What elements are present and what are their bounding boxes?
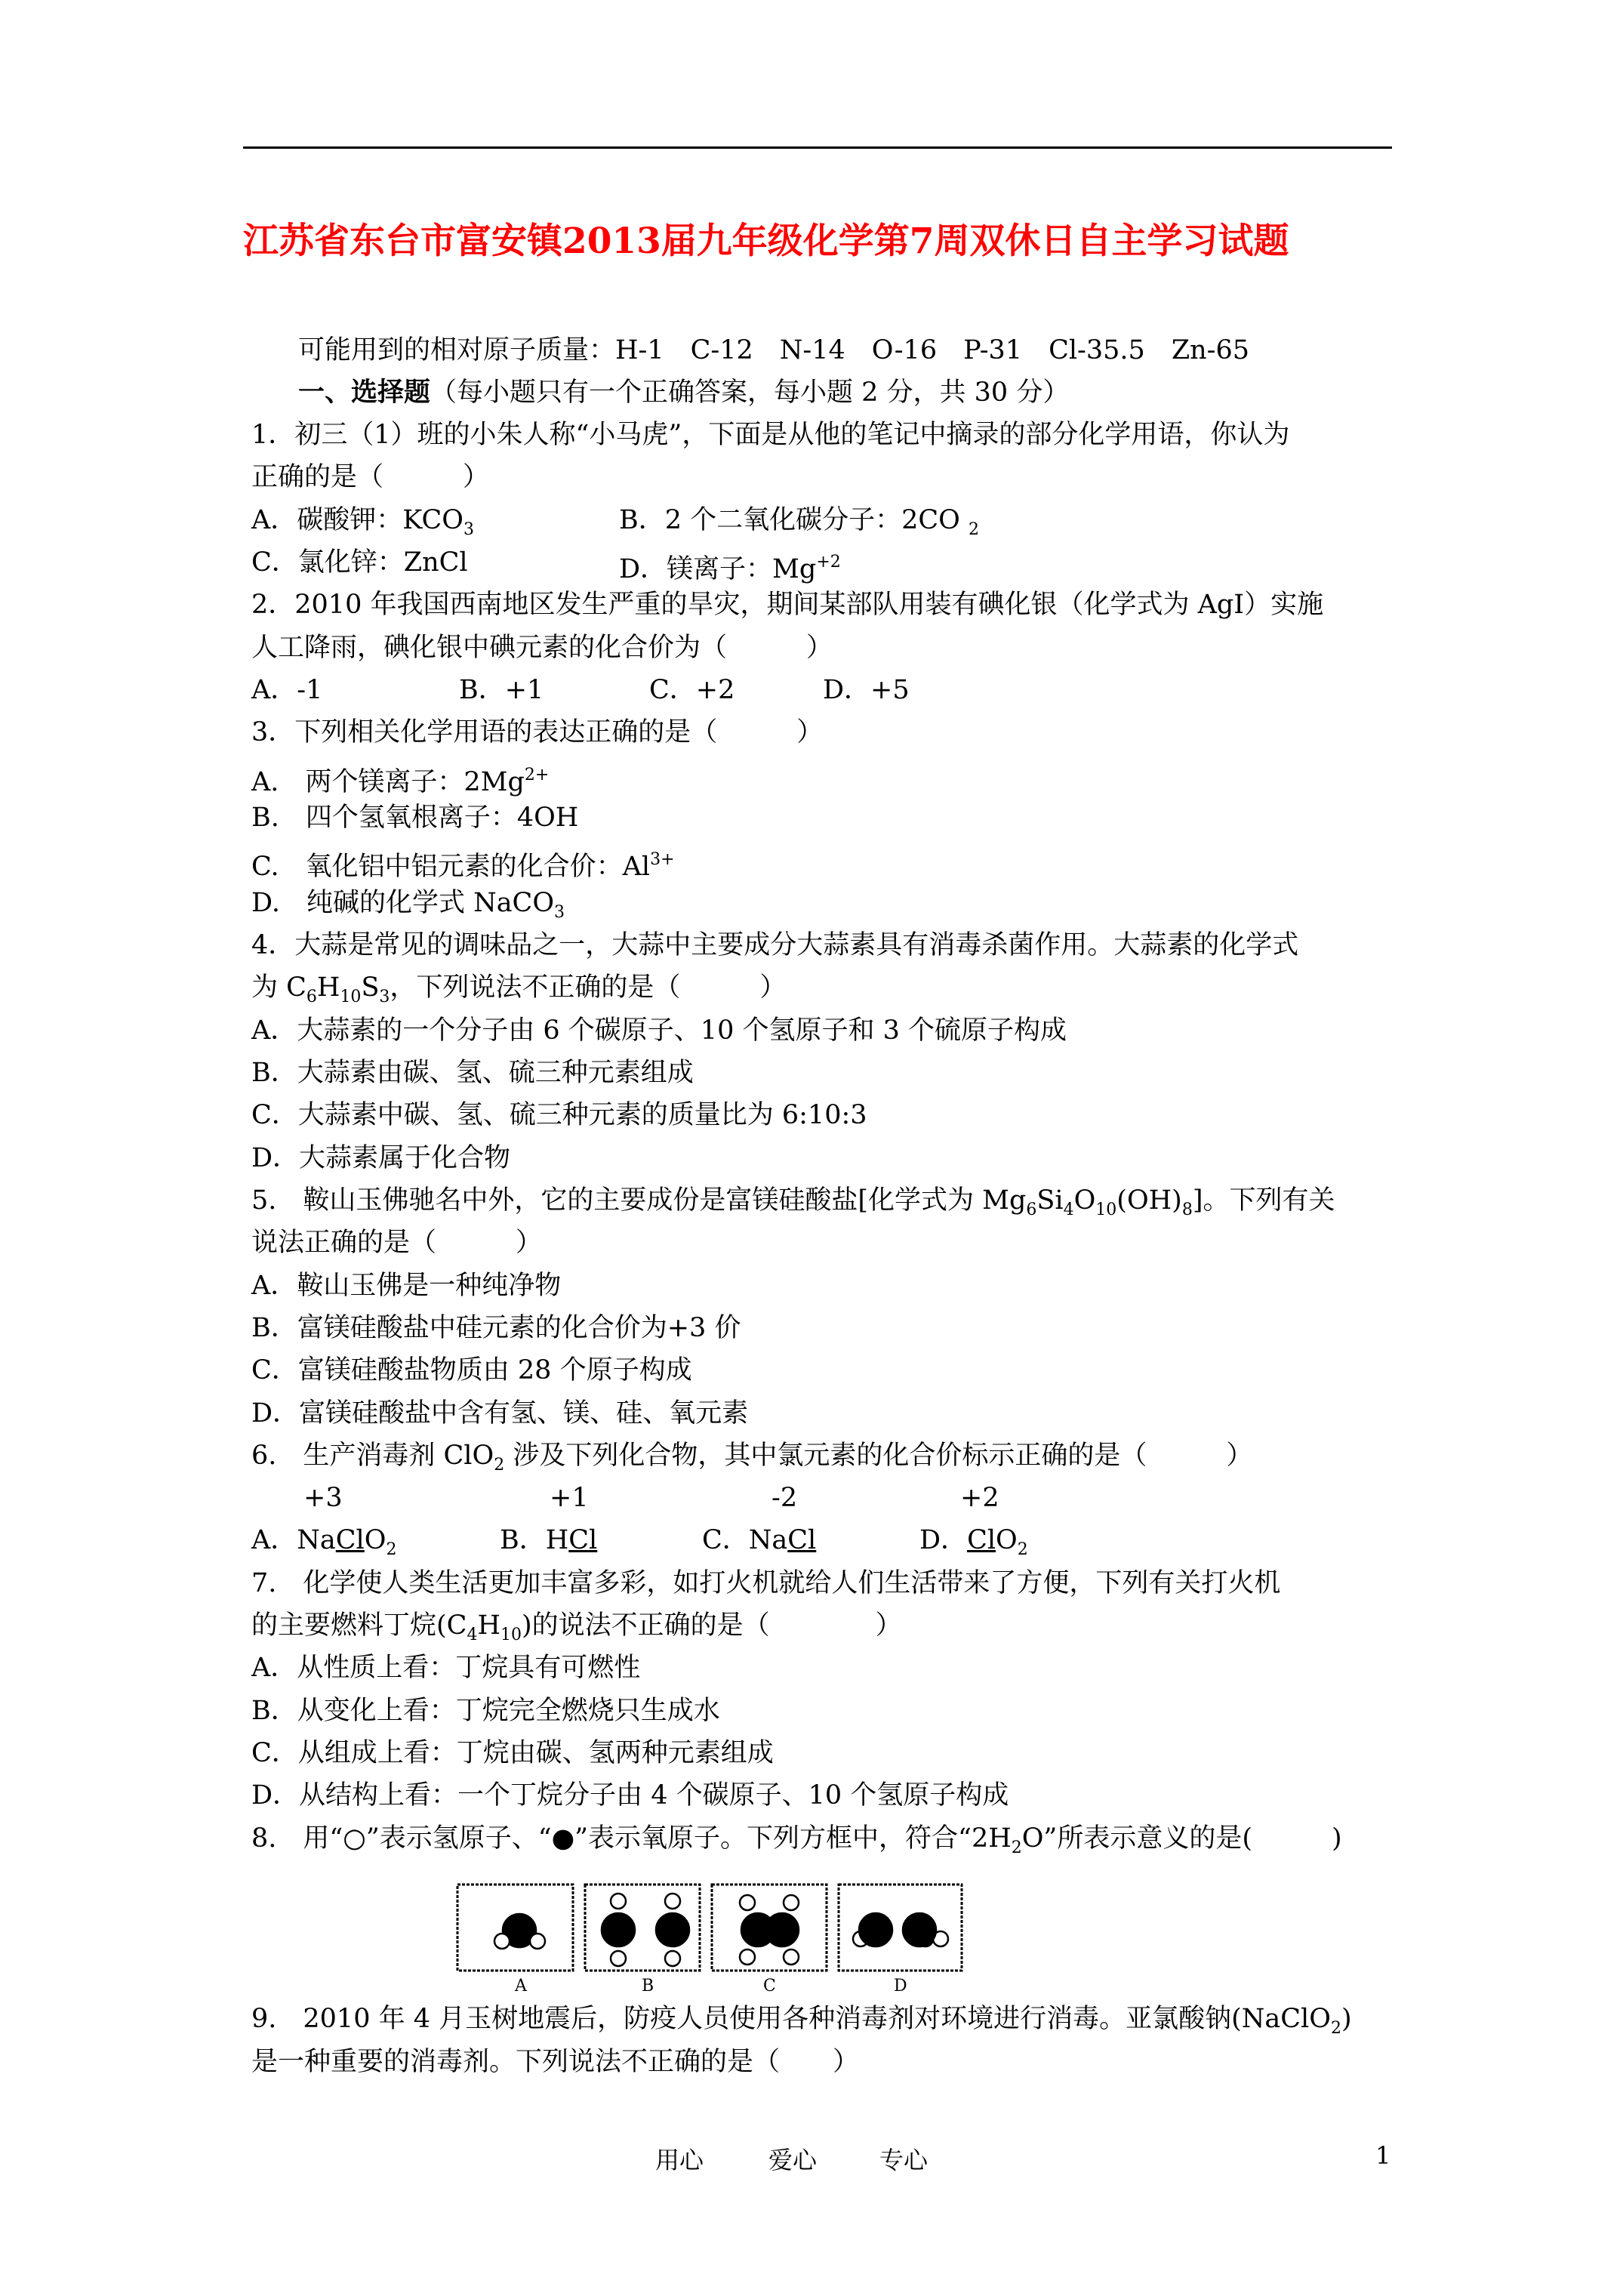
q6-option-c: C．NaCl — [702, 1525, 817, 1555]
q9-stem-2: 是一种重要的消毒剂。下列说法不正确的是（ ） — [251, 2047, 860, 2077]
q7-option-b: B．从变化上看：丁烷完全燃烧只生成水 — [251, 1696, 720, 1726]
q3-option-d: D. 纯碱的化学式 NaCO$_3$ — [251, 888, 565, 922]
option-label-d: D — [894, 1977, 907, 1996]
q9-stem: 9. 2010 年 4 月玉树地震后，防疫人员使用各种消毒剂对环境进行消毒。亚氯酸钠(NaClO$_2$) — [251, 2004, 1352, 2038]
option-label-c: C — [763, 1977, 776, 1996]
molecule-diagram — [453, 1880, 966, 1977]
q3-option-b: B. 四个氢氧根离子：4OH — [251, 803, 579, 833]
q7-option-d: D．从结构上看：一个丁烷分子由 4 个碳原子、10 个氢原子构成 — [251, 1780, 1009, 1811]
option-label-a: A — [515, 1977, 527, 1996]
q1-option-c: C．氯化锌：ZnCl — [251, 547, 468, 578]
q4-stem-2: 为 $C_6H_{10}S_3$，下列说法不正确的是（ ） — [251, 972, 787, 1006]
header-rule — [243, 146, 1392, 149]
q7-stem-2: 的主要燃料丁烷$(C_4H_{10})$的说法不正确的是（ ） — [251, 1610, 902, 1644]
hydrogen-atom — [784, 1949, 799, 1965]
q5-option-a: A．鞍山玉佛是一种纯净物 — [251, 1271, 562, 1301]
hydrogen-atom — [740, 1895, 755, 1910]
q2-option-a: A．-1 — [251, 675, 323, 705]
q4-option-b: B．大蒜素由碳、氢、硫三种元素组成 — [251, 1058, 694, 1088]
oxygen-atom — [859, 1913, 892, 1946]
oxygen-atom — [903, 1913, 936, 1946]
q4-stem: 4．大蒜是常见的调味品之一，大蒜中主要成分大蒜素具有消毒杀菌作用。大蒜素的化学式 — [251, 930, 1299, 960]
q5-stem: 5. 鞍山玉佛驰名中外，它的主要成份是富镁硅酸盐[化学式为 $Mg_6Si_4O_{10}(OH)_8$]。下列有关 — [251, 1185, 1335, 1219]
hydrogen-atom — [530, 1934, 545, 1949]
oxygen-atom — [765, 1913, 799, 1946]
molecule-box-d — [839, 1885, 962, 1971]
q1-option-d: D．镁离子：$Mg^{+2}$ — [619, 553, 841, 584]
hydrogen-atom — [665, 1951, 680, 1966]
q6-stem: 6. 生产消毒剂 ClO$_2$ 涉及下列化合物，其中氯元素的化合价标示正确的是（ ） — [251, 1441, 1253, 1475]
q7-stem: 7. 化学使人类生活更加丰富多彩，如打火机就给人们生活带来了方便，下列有关打火机 — [251, 1568, 1281, 1598]
q4-option-a: A．大蒜素的一个分子由 6 个碳原子、10 个氢原子和 3 个硫原子构成 — [251, 1015, 1067, 1046]
hydrogen-atom — [784, 1895, 799, 1910]
q5-option-d: D．富镁硅酸盐中含有氢、镁、硅、氧元素 — [251, 1398, 749, 1428]
q3-option-c: C. 氧化铝中铝元素的化合价：$Al^{3+}$ — [251, 850, 675, 882]
q6-option-b: B．HCl — [500, 1525, 598, 1555]
q1-stem: 1．初三（1）班的小朱人称“小马虎”，下面是从他的笔记中摘录的部分化学用语，你认为 — [251, 420, 1290, 450]
q1-option-b: B．2 个二氧化碳分子：2CO $_2$ — [619, 505, 979, 539]
footer-text-1: 用心 — [655, 2146, 704, 2174]
q7-option-c: C．从组成上看：丁烷由碳、氢两种元素组成 — [251, 1738, 774, 1768]
q5-option-c: C．富镁硅酸盐物质由 28 个原子构成 — [251, 1355, 692, 1385]
q2-option-b: B．+1 — [459, 675, 544, 705]
q2-stem-2: 人工降雨，碘化银中碘元素的化合价为（ ） — [251, 633, 833, 663]
hydrogen-atom — [611, 1894, 626, 1909]
oxygen-atom — [656, 1913, 689, 1946]
page-number: 1 — [1375, 2141, 1391, 2170]
hydrogen-atom — [665, 1894, 680, 1909]
option-label-b: B — [642, 1977, 654, 1996]
q6-valence-c: -2 — [771, 1483, 798, 1513]
q8-stem: 8. 用“○”表示氢原子、“●”表示氧原子。下列方框中，符合“$2H_2O$”所表示意义的是( ) — [251, 1823, 1342, 1857]
atomic-masses: 可能用到的相对原子质量：H-1 C-12 N-14 O-16 P-31 Cl-35.5 Zn-65 — [298, 335, 1250, 365]
hydrogen-atom — [740, 1949, 755, 1965]
q2-option-c: C．+2 — [649, 675, 735, 705]
hydrogen-atom — [494, 1934, 510, 1949]
q1-option-a: A．碳酸钾：$KCO_3$ — [251, 505, 474, 539]
q6-option-a: A．NaClO$_2$ — [251, 1525, 397, 1559]
q4-option-c: C．大蒜素中碳、氢、硫三种元素的质量比为 6:10:3 — [251, 1100, 867, 1130]
section-heading: 一、选择题（每小题只有一个正确答案，每小题 2 分，共 30 分） — [298, 377, 1070, 408]
oxygen-atom — [602, 1913, 635, 1946]
q5-option-b: B．富镁硅酸盐中硅元素的化合价为+3 价 — [251, 1313, 741, 1343]
q6-valence-b: +1 — [550, 1483, 589, 1513]
q6-option-d: D．ClO$_2$ — [919, 1525, 1028, 1559]
page-title: 江苏省东台市富安镇2013届九年级化学第7周双休日自主学习试题 — [243, 220, 1289, 262]
q3-option-a: A. 两个镁离子：$2Mg^{2+}$ — [251, 766, 550, 797]
q4-option-d: D．大蒜素属于化合物 — [251, 1143, 511, 1173]
q1-stem-2: 正确的是（ ） — [251, 462, 490, 492]
q2-stem: 2．2010 年我国西南地区发生严重的旱灾，期间某部队用装有碘化银（化学式为 AgI）实施 — [251, 590, 1324, 620]
q7-option-a: A．从性质上看：丁烷具有可燃性 — [251, 1653, 641, 1683]
q6-valence-a: +3 — [303, 1483, 343, 1513]
footer-text-3: 专心 — [879, 2146, 929, 2174]
footer-text-2: 爱心 — [768, 2146, 818, 2174]
q3-stem: 3．下列相关化学用语的表达正确的是（ ） — [251, 717, 824, 747]
q6-valence-d: +2 — [960, 1483, 999, 1513]
hydrogen-atom — [611, 1951, 626, 1966]
q5-stem-2: 说法正确的是（ ） — [251, 1228, 543, 1258]
q2-option-d: D．+5 — [823, 675, 910, 705]
